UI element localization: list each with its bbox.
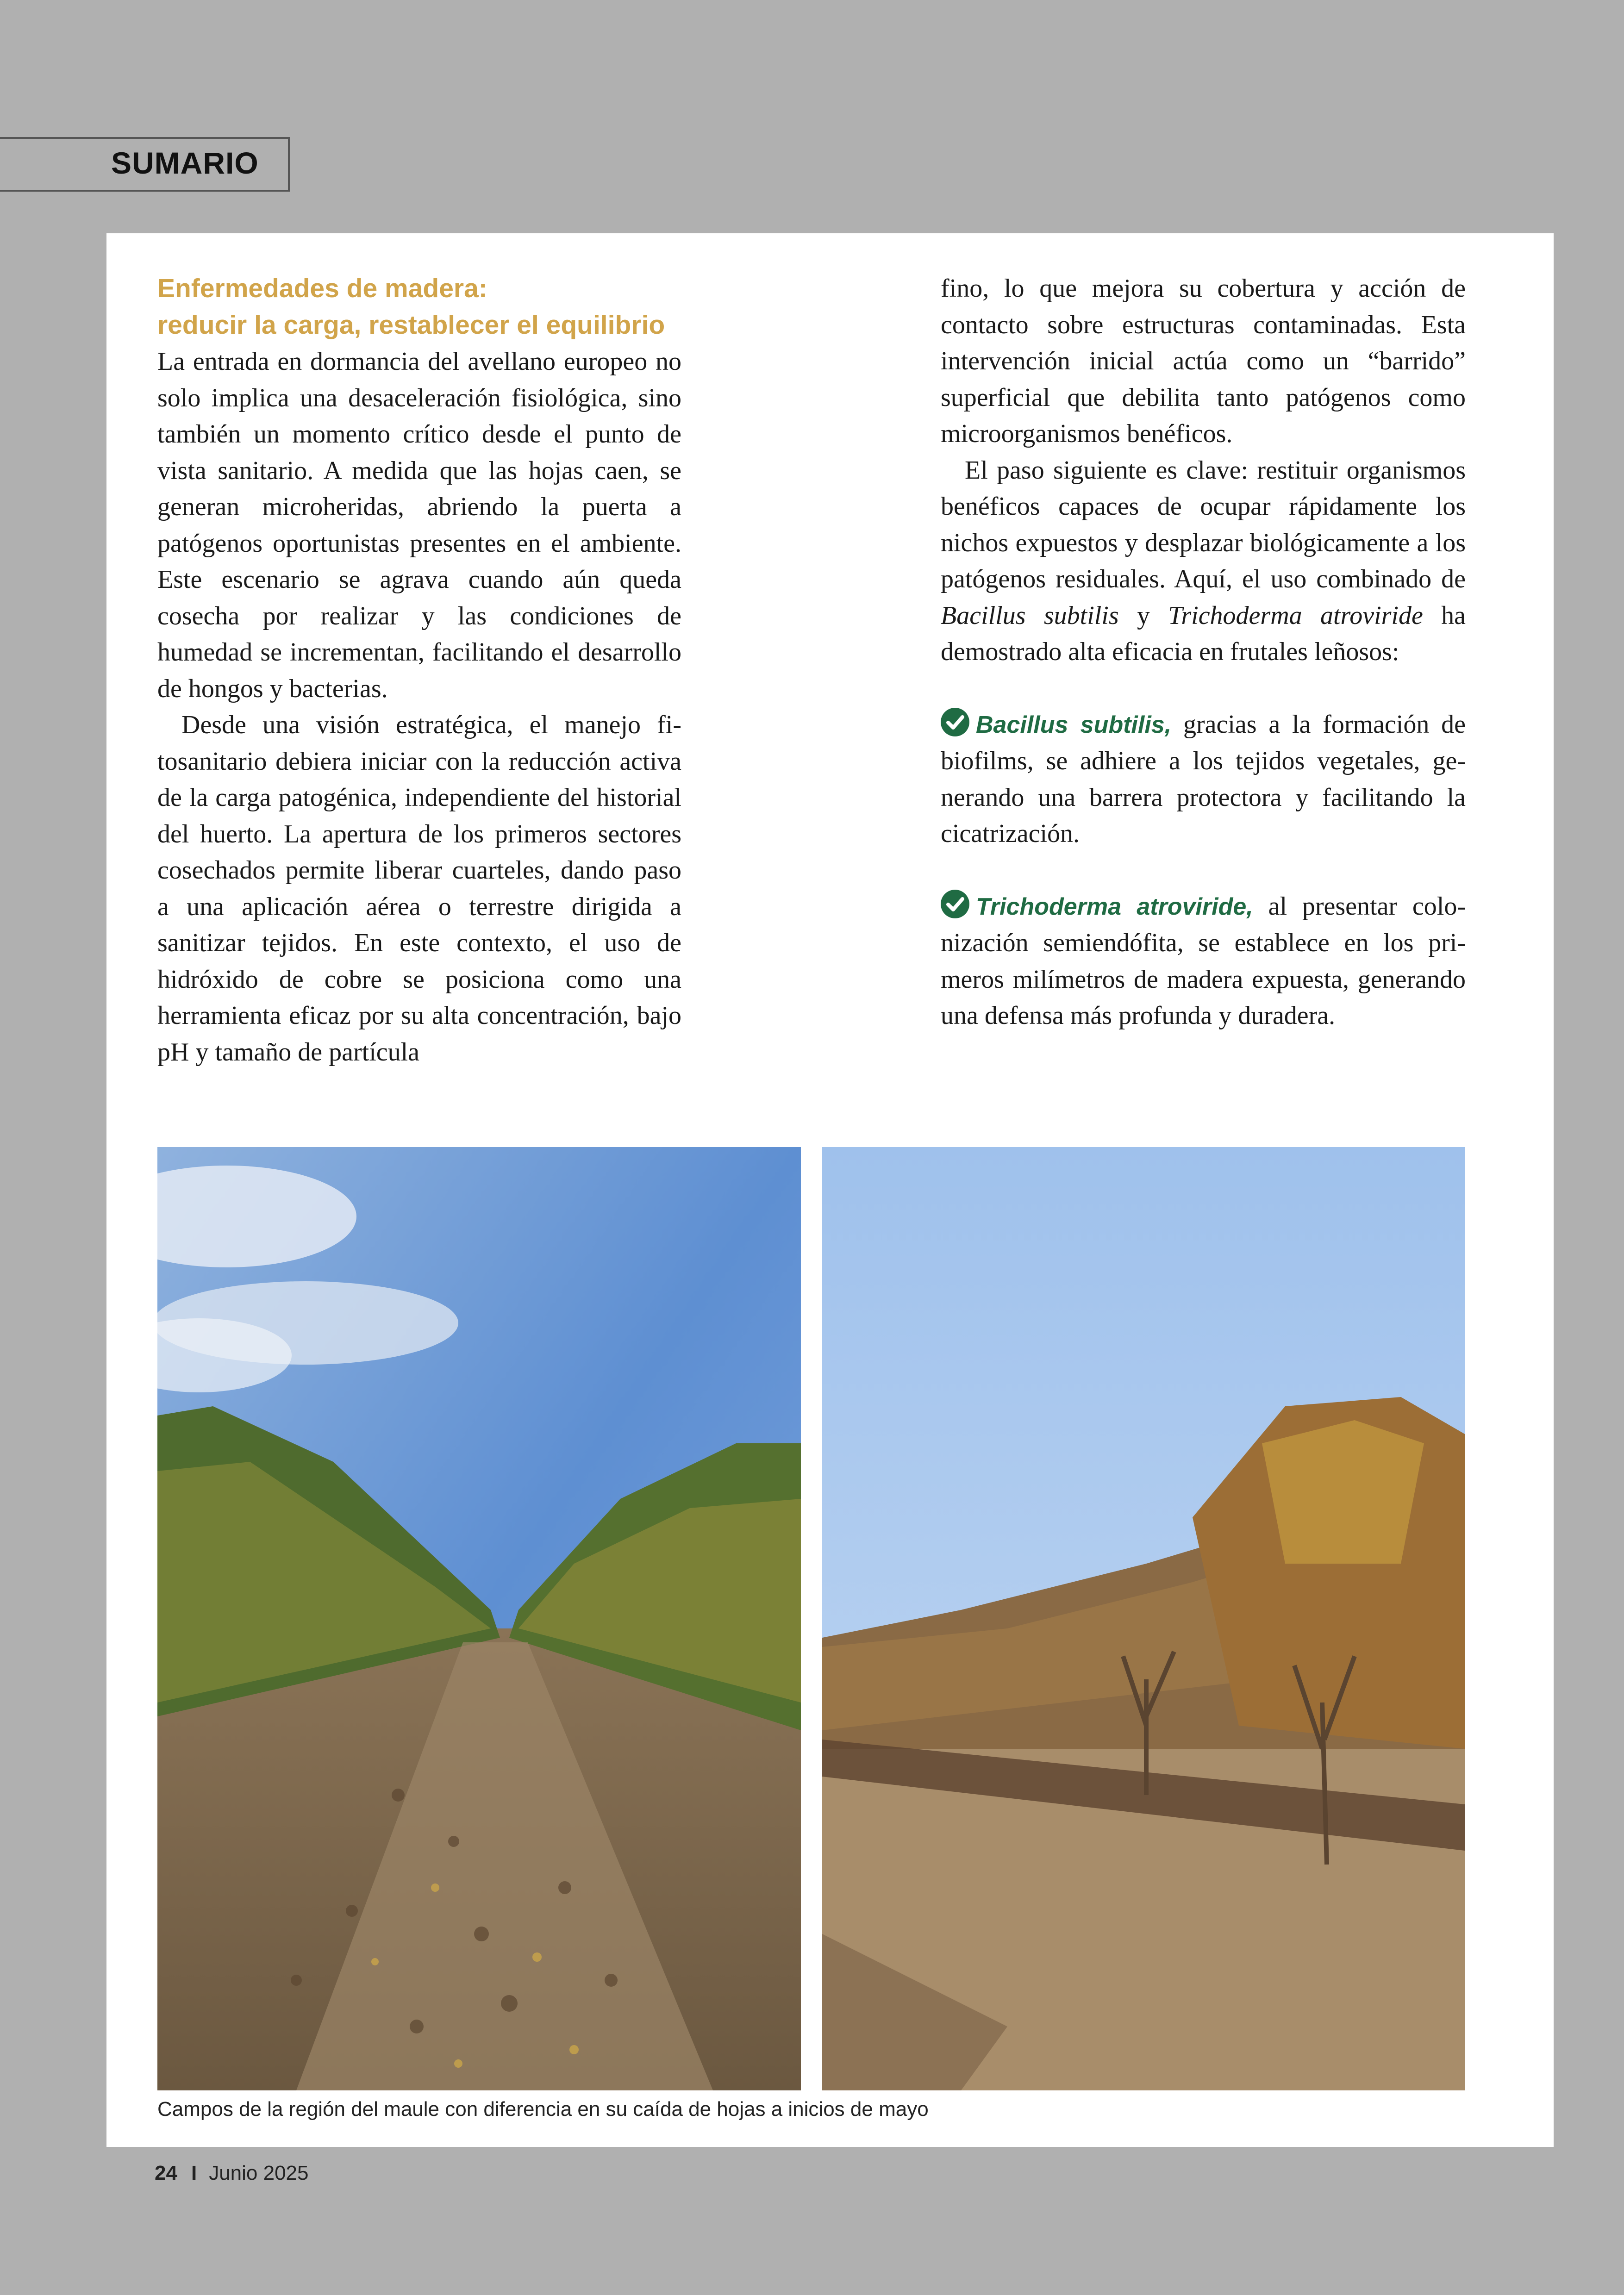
footer-separator: I <box>191 2162 197 2184</box>
paragraph-2: Desde una visión estratégica, el manejo fitosanitario debiera iniciar con la reducción activa de la carga patogénica, independiente del historial del huerto. La apertura de los primeros sectores cosechados permite liberar cuarteles, dando paso a una aplicación aérea o terrestre dirigida a sanitizar tejidos. En este contexto, el uso de hidróxido de cobre se posiciona como una herramienta eficaz por su alta concentración, bajo pH y tamaño de partícula <box>157 711 681 1066</box>
bullet-term: Trichoderma atroviride, <box>976 893 1253 920</box>
orchard-photo-right <box>822 1147 1465 2090</box>
species-bacillus: Bacillus subtilis <box>941 601 1119 630</box>
bullet-item: Bacillus subtilis, gracias a la formación de biofilms, se adhiere a los tejidos vegetales, generando una barrera protectora y facilitando la cicatrización. <box>941 706 1466 852</box>
check-icon <box>941 890 969 918</box>
paragraph-3: El paso siguiente es clave: restituir organismos benéficos capaces de ocupar rápidamente los nichos expuestos y desplazar biológicamente a los patógenos residuales. Aquí, el uso combinado de Bacillus subtilis y Trichoderma atroviride ha demostrado alta eficacia en frutales leñosos: <box>941 455 1466 666</box>
orchard-photo-left <box>157 1147 801 2090</box>
page-footer <box>155 2162 308 2185</box>
article-heading <box>157 270 681 343</box>
page-number: 24 <box>155 2162 177 2184</box>
issue-date: Junio 2025 <box>209 2162 309 2184</box>
bullet-term: Bacillus subtilis, <box>976 711 1172 738</box>
article-column-left <box>157 270 681 1070</box>
heading-line-1: Enfermedades de madera: <box>157 274 487 303</box>
article-column-right <box>941 270 1466 1034</box>
paragraph-1: La entrada en dormancia del avellano europeo no solo implica una desaceleración fisiológica, sino también un momento crítico desde el punto de vista sanitario. A medida que las hojas caen, se generan microheridas, abriendo la puerta a patógenos oportunistas presentes en el ambiente. Este escenario se agrava cuando aún queda cosecha por realizar y las condiciones de humedad se incrementan, facilitando el desarrollo de hongos y bacterias. <box>157 347 681 703</box>
paragraph-2-continued: fino, lo que mejora su cobertura y acción de contacto sobre estructuras contaminadas. Esta intervención inicial actúa como un “barrido” superficial que debilita tanto patógenos como microorganismos benéficos. <box>941 274 1466 448</box>
photo-caption: Campos de la región del maule con diferencia en su caída de hojas a inicios de mayo <box>157 2098 929 2120</box>
bullet-item: Trichoderma atroviride, al presentar colonización semiendófita, se establece en los primeros milímetros de madera expuesta, generando una defensa más profunda y duradera. <box>941 888 1466 1034</box>
section-label: SUMARIO <box>111 146 259 180</box>
section-label-box <box>0 137 290 192</box>
species-conj: y <box>1137 601 1150 630</box>
heading-line-2: reducir la carga, restablecer el equilibrio <box>157 310 665 340</box>
paragraph-3-end: ha demostrado alta eficacia en frutales leñosos: <box>941 601 1466 666</box>
check-icon <box>941 708 969 736</box>
species-trichoderma: Trichoderma atroviride <box>1168 601 1423 630</box>
